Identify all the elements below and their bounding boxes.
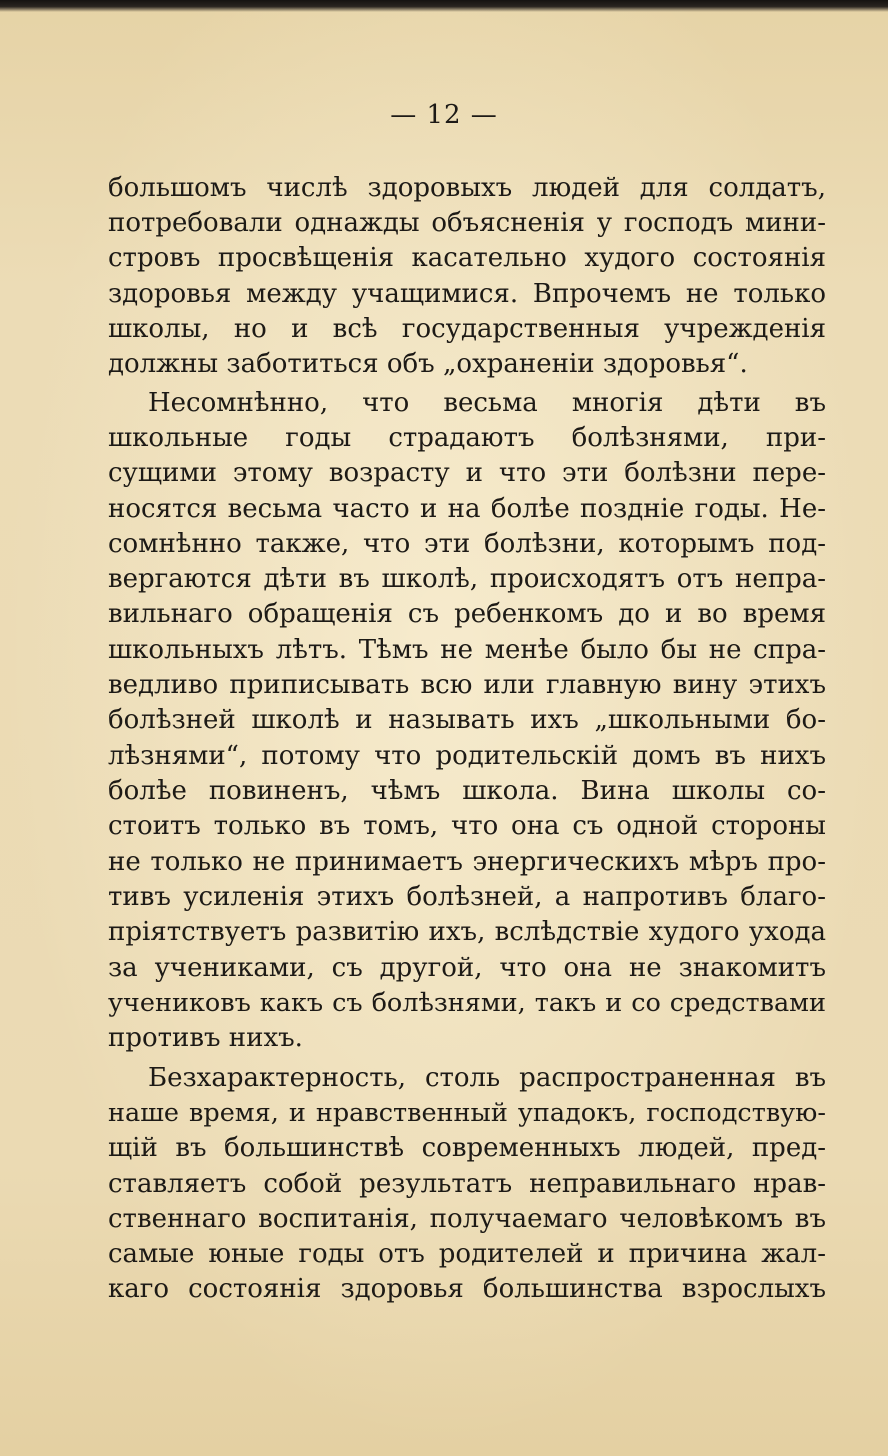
- text-line: лѣзнями“, потому что родительскій домъ въ нихъ: [108, 741, 826, 771]
- text-line: болѣе повиненъ, чѣмъ школа. Вина школы со-: [108, 776, 826, 806]
- text-line: самые юные годы отъ родителей и причина жал-: [108, 1239, 826, 1269]
- text-line: не только не принимаетъ энергическихъ мѣръ про-: [108, 847, 826, 877]
- text-line: школы, но и всѣ государственныя учрежденія: [108, 314, 826, 344]
- text-line: здоровья между учащимися. Впрочемъ не только: [108, 279, 826, 309]
- paragraph-first-line: Безхарактерность, столь распространенная въ: [148, 1063, 826, 1093]
- text-line: ставляетъ собой результатъ неправильнаго нрав-: [108, 1169, 826, 1199]
- text-line: вильнаго обращенія съ ребенкомъ до и во время: [108, 599, 826, 629]
- text-line: большомъ числѣ здоровыхъ людей для солдатъ,: [108, 173, 826, 203]
- text-line: носятся весьма часто и на болѣе поздніе годы. Не-: [108, 494, 826, 524]
- text-line: учениковъ какъ съ болѣзнями, такъ и со средствами: [108, 988, 826, 1018]
- text-line: болѣзней школѣ и называть ихъ „школьными бо-: [108, 705, 826, 735]
- page-number: — 12 —: [390, 100, 498, 130]
- text-line: тивъ усиленія этихъ болѣзней, а напротивъ благо-: [108, 882, 826, 912]
- text-line: пріятствуетъ развитію ихъ, вслѣдствіе худого ухода: [108, 917, 826, 947]
- text-line: школьныхъ лѣтъ. Тѣмъ не менѣе было бы не спра-: [108, 635, 826, 665]
- text-line: каго состоянія здоровья большинства взрослыхъ: [108, 1274, 826, 1304]
- text-line: потребовали однажды объясненія у господъ мини-: [108, 208, 826, 238]
- page-top-edge: [0, 0, 888, 12]
- text-line: сущими этому возрасту и что эти болѣзни пере-: [108, 458, 826, 488]
- text-line: противъ нихъ.: [108, 1023, 303, 1053]
- text-line: вергаются дѣти въ школѣ, происходятъ отъ непра-: [108, 564, 826, 594]
- paragraph-first-line: Несомнѣнно, что весьма многія дѣти въ: [148, 388, 826, 418]
- text-line: школьные годы страдаютъ болѣзнями, при-: [108, 423, 826, 453]
- text-line: стоитъ только въ томъ, что она съ одной стороны: [108, 811, 826, 841]
- text-line: ведливо приписывать всю или главную вину этихъ: [108, 670, 826, 700]
- text-line: наше время, и нравственный упадокъ, господствую-: [108, 1098, 826, 1128]
- text-line: ственнаго воспитанія, получаемаго человѣкомъ въ: [108, 1204, 826, 1234]
- text-line: за учениками, съ другой, что она не знакомитъ: [108, 953, 826, 983]
- text-line: сомнѣнно также, что эти болѣзни, которымъ под-: [108, 529, 826, 559]
- text-line: стровъ просвѣщенія касательно худого состоянія: [108, 243, 826, 273]
- text-line: щій въ большинствѣ современныхъ людей, пред-: [108, 1133, 826, 1163]
- text-line: должны заботиться объ „охраненіи здоровья“.: [108, 349, 748, 379]
